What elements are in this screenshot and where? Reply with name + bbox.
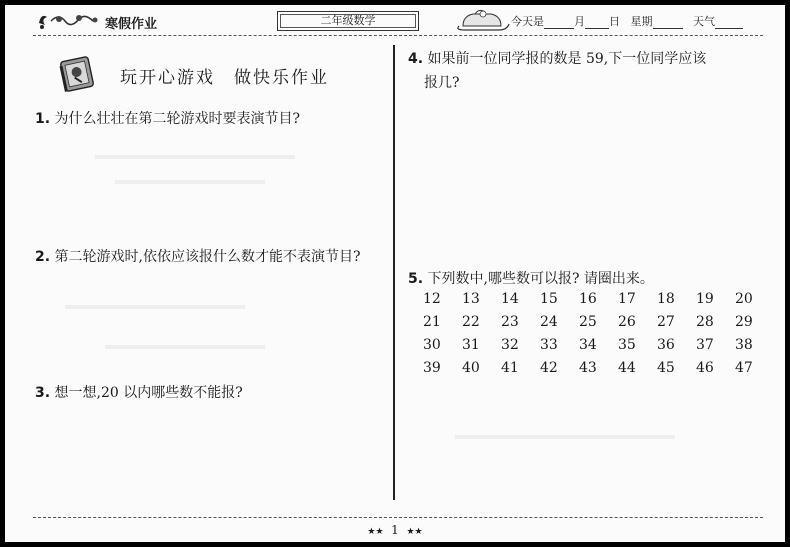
bleed-through bbox=[105, 345, 265, 349]
date-day-label: 日 bbox=[609, 15, 620, 28]
day-blank bbox=[585, 17, 609, 29]
number-cell[interactable]: 22 bbox=[462, 314, 480, 330]
date-month-label: 月 bbox=[574, 15, 585, 28]
number-cell[interactable]: 37 bbox=[696, 337, 714, 353]
number-cell[interactable]: 26 bbox=[618, 314, 636, 330]
question-1 bbox=[35, 107, 300, 131]
page-footer bbox=[345, 523, 445, 537]
number-cell[interactable]: 13 bbox=[462, 291, 480, 307]
question-text: 想一想,20 以内哪些数不能报? bbox=[54, 385, 243, 401]
footer-stars-left: ★★ bbox=[367, 527, 384, 537]
weekday-blank bbox=[653, 17, 683, 29]
weather-blank bbox=[715, 17, 743, 29]
footer-divider bbox=[33, 517, 763, 518]
question-number: 5. bbox=[408, 271, 424, 287]
number-cell[interactable]: 27 bbox=[657, 314, 675, 330]
question-text-continued: 报几? bbox=[424, 75, 460, 91]
month-blank bbox=[544, 17, 574, 29]
section-title: 玩开心游戏 做快乐作业 bbox=[120, 68, 329, 88]
book-pen-icon bbox=[57, 55, 97, 93]
bleed-through bbox=[115, 180, 265, 184]
question-4 bbox=[408, 47, 706, 95]
number-cell[interactable]: 20 bbox=[735, 291, 753, 307]
header-divider bbox=[33, 35, 763, 36]
number-cell[interactable]: 24 bbox=[540, 314, 558, 330]
footer-stars-right: ★★ bbox=[406, 527, 423, 537]
number-cell[interactable]: 42 bbox=[540, 360, 558, 376]
question-text: 如果前一位同学报的数是 59,下一位同学应该 bbox=[427, 51, 707, 67]
question-number: 4. bbox=[408, 51, 424, 67]
number-grid bbox=[423, 288, 774, 380]
brand-logo-icon bbox=[35, 9, 105, 31]
question-2 bbox=[35, 245, 360, 269]
question-text: 为什么壮壮在第二轮游戏时要表演节目? bbox=[54, 111, 301, 127]
number-cell[interactable]: 18 bbox=[657, 291, 675, 307]
question-number: 2. bbox=[35, 249, 51, 265]
number-cell[interactable]: 34 bbox=[579, 337, 597, 353]
number-cell[interactable]: 17 bbox=[618, 291, 636, 307]
number-cell[interactable]: 36 bbox=[657, 337, 675, 353]
number-cell[interactable]: 46 bbox=[696, 360, 714, 376]
date-weather-label: 天气 bbox=[693, 15, 715, 28]
number-cell[interactable]: 40 bbox=[462, 360, 480, 376]
number-cell[interactable]: 39 bbox=[423, 360, 441, 376]
number-cell[interactable]: 41 bbox=[501, 360, 519, 376]
number-cell[interactable]: 28 bbox=[696, 314, 714, 330]
number-cell[interactable]: 31 bbox=[462, 337, 480, 353]
question-number: 3. bbox=[35, 385, 51, 401]
number-cell[interactable]: 19 bbox=[696, 291, 714, 307]
number-cell[interactable]: 12 bbox=[423, 291, 441, 307]
subject-label: 二年级数学 bbox=[277, 11, 419, 31]
number-cell[interactable]: 23 bbox=[501, 314, 519, 330]
number-cell[interactable]: 16 bbox=[579, 291, 597, 307]
number-cell[interactable]: 44 bbox=[618, 360, 636, 376]
number-cell[interactable]: 29 bbox=[735, 314, 753, 330]
column-divider bbox=[393, 45, 395, 500]
number-cell[interactable]: 47 bbox=[735, 360, 753, 376]
worksheet-page bbox=[5, 5, 785, 542]
question-text: 下列数中,哪些数可以报? 请圈出来。 bbox=[427, 271, 654, 287]
date-line bbox=[511, 13, 743, 29]
number-cell[interactable]: 33 bbox=[540, 337, 558, 353]
question-text: 第二轮游戏时,依依应该报什么数才能不表演节目? bbox=[54, 249, 361, 265]
bleed-through bbox=[65, 305, 245, 309]
question-3 bbox=[35, 381, 243, 405]
date-weekday-label: 星期 bbox=[630, 15, 653, 28]
number-cell[interactable]: 14 bbox=[501, 291, 519, 307]
number-cell[interactable]: 25 bbox=[579, 314, 597, 330]
number-cell[interactable]: 45 bbox=[657, 360, 675, 376]
sleigh-icon bbox=[453, 8, 511, 32]
question-number: 1. bbox=[35, 111, 51, 127]
date-today-label: 今天是 bbox=[511, 15, 544, 28]
page-number: 1 bbox=[391, 523, 399, 537]
number-cell[interactable]: 21 bbox=[423, 314, 441, 330]
brand-title: 寒假作业 bbox=[105, 17, 158, 32]
bleed-through bbox=[95, 155, 295, 159]
number-cell[interactable]: 15 bbox=[540, 291, 558, 307]
number-cell[interactable]: 43 bbox=[579, 360, 597, 376]
number-cell[interactable]: 30 bbox=[423, 337, 441, 353]
number-cell[interactable]: 35 bbox=[618, 337, 636, 353]
number-cell[interactable]: 38 bbox=[735, 337, 753, 353]
bleed-through bbox=[455, 435, 675, 439]
number-cell[interactable]: 32 bbox=[501, 337, 519, 353]
